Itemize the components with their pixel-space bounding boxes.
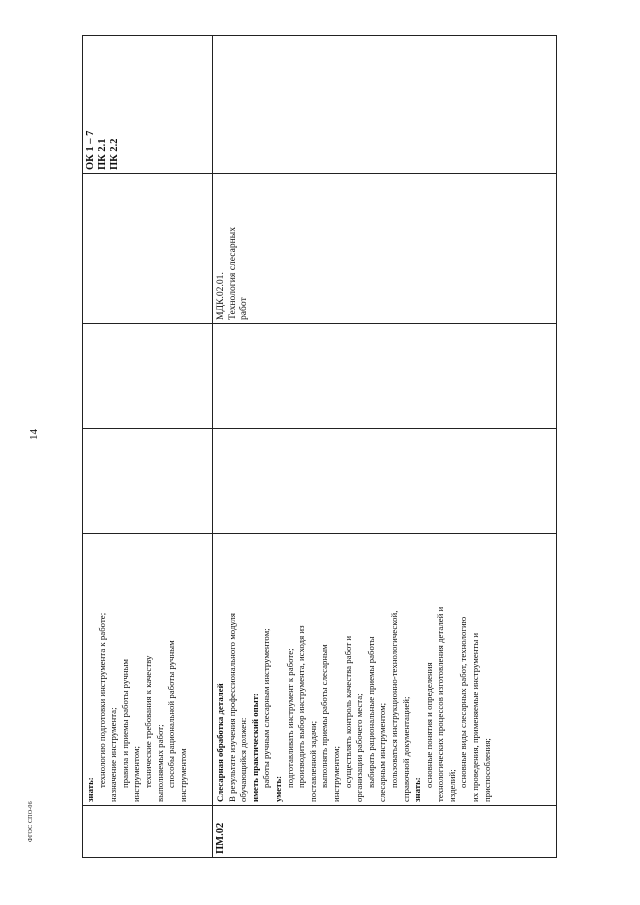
cell-hours-2-main	[213, 324, 557, 429]
footer-standard-code: ФГОС СПО-06	[28, 801, 34, 842]
content-line: выбирать рациональные приемы работы	[365, 636, 376, 788]
content-line: осуществлять контроль качества работ и	[342, 635, 353, 788]
cell-hours-2-top	[83, 324, 213, 429]
content-line: иметь практический опыт:	[249, 693, 260, 802]
cell-content-top	[83, 534, 213, 806]
content-line: производить выбор инструмента, исходя из	[296, 625, 307, 788]
content-line: основные виды слесарных работ, технологию	[458, 616, 469, 788]
content-line: технологию подготовки инструмента к работе;	[96, 612, 107, 788]
content-line: знать:	[85, 777, 95, 802]
content-line: инструментом;	[131, 746, 142, 802]
content-line: приспособления;	[481, 738, 492, 802]
content-line: работы ручным слесарным инструментом;	[261, 628, 272, 788]
content-line: В результате изучения профессионального модуля	[226, 613, 237, 802]
page-number: 14	[28, 429, 40, 440]
content-line: инструментом;	[330, 746, 341, 802]
content-line: слесарным инструментом;	[377, 702, 388, 802]
content-line: знать:	[412, 777, 423, 802]
curriculum-table	[82, 35, 557, 858]
content-line: правила и приемы работы ручным	[119, 659, 130, 788]
content-line: их проведения, применяемые инструменты и	[470, 632, 481, 802]
content-line: способы рациональной работы ручным	[166, 640, 177, 788]
competency-code: ПК 2.1	[97, 138, 108, 170]
content-line: технические требования к качеству	[142, 655, 153, 788]
content-line: технологических процессов изготовления деталей и	[435, 606, 446, 802]
rotated-table-container	[82, 36, 557, 858]
mdk-title: МДК.02.01. Технология слесарных работ	[215, 226, 250, 320]
content-line: подготавливать инструмент к работе;	[284, 648, 295, 788]
content-line: справочной документацией;	[400, 696, 411, 802]
cell-hours-1-main	[213, 429, 557, 534]
content-line: уметь:	[272, 775, 283, 802]
cell-hours-1-top	[83, 429, 213, 534]
cell-competencies-main	[213, 36, 557, 174]
content-line: основные понятия и определения	[423, 662, 434, 788]
content-line: назначение инструмента;	[108, 707, 119, 802]
table-row-main	[213, 36, 557, 858]
content-line: обучающийся должен:	[238, 717, 249, 802]
cell-competencies-top	[83, 36, 213, 174]
content-line: выполнять приемы работы слесарным	[319, 644, 330, 788]
content-line: Слесарная обработка деталей	[215, 683, 225, 802]
cell-content-main	[213, 534, 557, 806]
content-line: пользоваться инструкционно-технологической,	[388, 610, 399, 788]
competency-code: ОК 1 – 7	[85, 130, 96, 170]
cell-code-top	[83, 806, 213, 858]
content-line: поставленной задачи;	[307, 720, 318, 802]
table-row-top	[83, 36, 213, 858]
cell-mdk-top	[83, 174, 213, 324]
competency-code: ПК 2.2	[109, 138, 120, 170]
content-line: организации рабочего места;	[354, 693, 365, 802]
cell-mdk-main	[213, 174, 557, 324]
cell-code-main	[213, 806, 557, 858]
content-line: выполняемых работ;	[154, 724, 165, 802]
module-code: ПМ.02	[215, 822, 226, 854]
content-line: изделий;	[446, 769, 457, 802]
content-line: инструментом	[177, 748, 188, 802]
